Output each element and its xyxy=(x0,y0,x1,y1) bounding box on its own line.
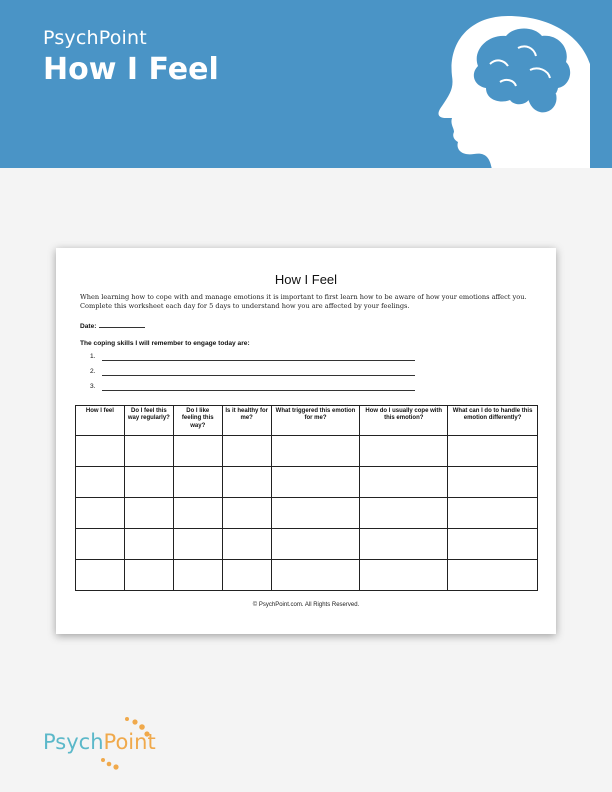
date-blank-line xyxy=(99,322,145,328)
intro-line-1: When learning how to cope with and manage emotions it is important to first learn how to be aware of how your emotions affect you. xyxy=(80,293,527,301)
table-cell xyxy=(360,467,448,498)
column-header: What can I do to handle this emotion differently? xyxy=(448,406,538,436)
table-cell xyxy=(360,529,448,560)
column-header: How do I usually cope with this emotion? xyxy=(360,406,448,436)
coping-item-line xyxy=(102,368,415,376)
worksheet-preview xyxy=(56,248,556,634)
table-cell xyxy=(76,560,125,591)
table-cell xyxy=(222,498,271,529)
footer-brand-point: Point xyxy=(103,730,156,754)
footer-logo xyxy=(43,716,158,770)
table-cell xyxy=(173,436,222,467)
date-field xyxy=(80,322,145,330)
table-cell xyxy=(222,529,271,560)
coping-item-number: 2. xyxy=(90,368,96,375)
table-cell xyxy=(360,436,448,467)
table-cell xyxy=(76,498,125,529)
table-cell xyxy=(448,560,538,591)
brand-name: PsychPoint xyxy=(43,27,147,49)
table-row xyxy=(76,498,538,529)
feelings-table xyxy=(75,405,538,591)
table-cell xyxy=(448,467,538,498)
table-cell xyxy=(222,560,271,591)
header-banner xyxy=(0,0,612,168)
table-cell xyxy=(76,467,125,498)
table-cell xyxy=(124,560,173,591)
footer-brand xyxy=(43,730,156,754)
coping-item-line xyxy=(102,353,415,361)
table-cell xyxy=(173,467,222,498)
table-cell xyxy=(124,498,173,529)
column-header: What triggered this emotion for me? xyxy=(271,406,360,436)
table-cell xyxy=(76,529,125,560)
table-cell xyxy=(271,498,360,529)
column-header: How I feel xyxy=(76,406,125,436)
table-cell xyxy=(222,436,271,467)
coping-skills-label: The coping skills I will remember to engage today are: xyxy=(80,340,250,347)
table-row xyxy=(76,467,538,498)
table-cell xyxy=(271,467,360,498)
table-header-row xyxy=(76,406,538,436)
table-cell xyxy=(124,436,173,467)
footer-brand-psych: Psych xyxy=(43,730,104,754)
table-cell xyxy=(222,467,271,498)
copyright-notice: © PsychPoint.com. All Rights Reserved. xyxy=(252,602,360,608)
worksheet-title: How I Feel xyxy=(274,272,338,287)
worksheet-intro xyxy=(80,293,540,312)
table-cell xyxy=(448,498,538,529)
table-row xyxy=(76,436,538,467)
coping-item-number: 1. xyxy=(90,353,96,360)
table-row xyxy=(76,560,538,591)
table-cell xyxy=(124,529,173,560)
column-header: Do I like feeling this way? xyxy=(173,406,222,436)
page-title: How I Feel xyxy=(43,52,219,87)
table-cell xyxy=(173,529,222,560)
table-cell xyxy=(271,436,360,467)
table-cell xyxy=(173,560,222,591)
head-brain-icon xyxy=(430,14,590,168)
table-cell xyxy=(360,498,448,529)
table-row xyxy=(76,529,538,560)
table-cell xyxy=(271,560,360,591)
coping-item-line xyxy=(102,383,415,391)
coping-item-number: 3. xyxy=(90,383,96,390)
table-cell xyxy=(448,529,538,560)
column-header: Is it healthy for me? xyxy=(222,406,271,436)
table-cell xyxy=(173,498,222,529)
table-cell xyxy=(448,436,538,467)
column-header: Do I feel this way regularly? xyxy=(124,406,173,436)
table-cell xyxy=(360,560,448,591)
table-cell xyxy=(76,436,125,467)
table-cell xyxy=(124,467,173,498)
intro-line-2: Complete this worksheet each day for 5 days to understand how you are affected by your feelings. xyxy=(80,302,410,311)
table-cell xyxy=(271,529,360,560)
date-label: Date: xyxy=(80,323,97,330)
